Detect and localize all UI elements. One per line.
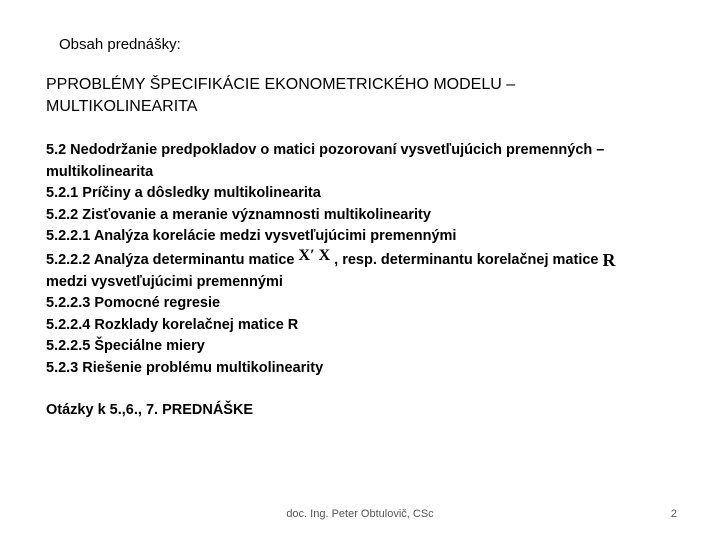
title-line-2: MULTIKOLINEARITA — [46, 98, 198, 115]
content-line-2: multikolinearita — [46, 163, 154, 180]
content-line-6 — [46, 248, 696, 272]
content-line-10: 5.2.2.5 Špeciálne miery — [46, 338, 205, 355]
content-line-5: 5.2.2.1 Analýza korelácie medzi vysvetľujúcimi premennými — [46, 228, 457, 245]
matrix-xtx-formula: X′ X — [298, 246, 331, 264]
content-line-6-text-a: 5.2.2.2 Analýza determinantu matice — [46, 251, 295, 268]
content-line-7: medzi vysvetľujúcimi premennými — [46, 273, 283, 290]
content-line-3: 5.2.1 Príčiny a dôsledky multikolinearita — [46, 185, 321, 202]
content-line-8: 5.2.2.3 Pomocné regresie — [46, 295, 221, 312]
footer-author: doc. Ing. Peter Obtulovič, CSc — [286, 508, 434, 520]
slide-title — [46, 74, 686, 118]
questions-heading: Otázky k 5.,6., 7. PREDNÁŠKE — [46, 402, 254, 418]
page-number: 2 — [670, 508, 677, 520]
matrix-r-formula: R — [602, 249, 616, 270]
title-line-1: PPROBLÉMY ŠPECIFIKÁCIE EKONOMETRICKÉHO MODELU – — [46, 76, 516, 93]
content-line-9: 5.2.2.4 Rozklady korelačnej matice R — [46, 316, 299, 333]
content-line-1: 5.2 Nedodržanie predpokladov o matici pozorovaní vysvetľujúcich premenných – — [46, 142, 605, 158]
contents-list — [46, 140, 696, 380]
content-line-4: 5.2.2 Zisťovanie a meranie významnosti multikolinearity — [46, 206, 431, 223]
content-line-6-text-b: , resp. determinantu korelačnej matice — [334, 251, 599, 268]
content-line-11: 5.2.3 Riešenie problému multikolinearity — [46, 359, 324, 376]
slide-subtitle: Obsah prednášky: — [59, 36, 181, 53]
